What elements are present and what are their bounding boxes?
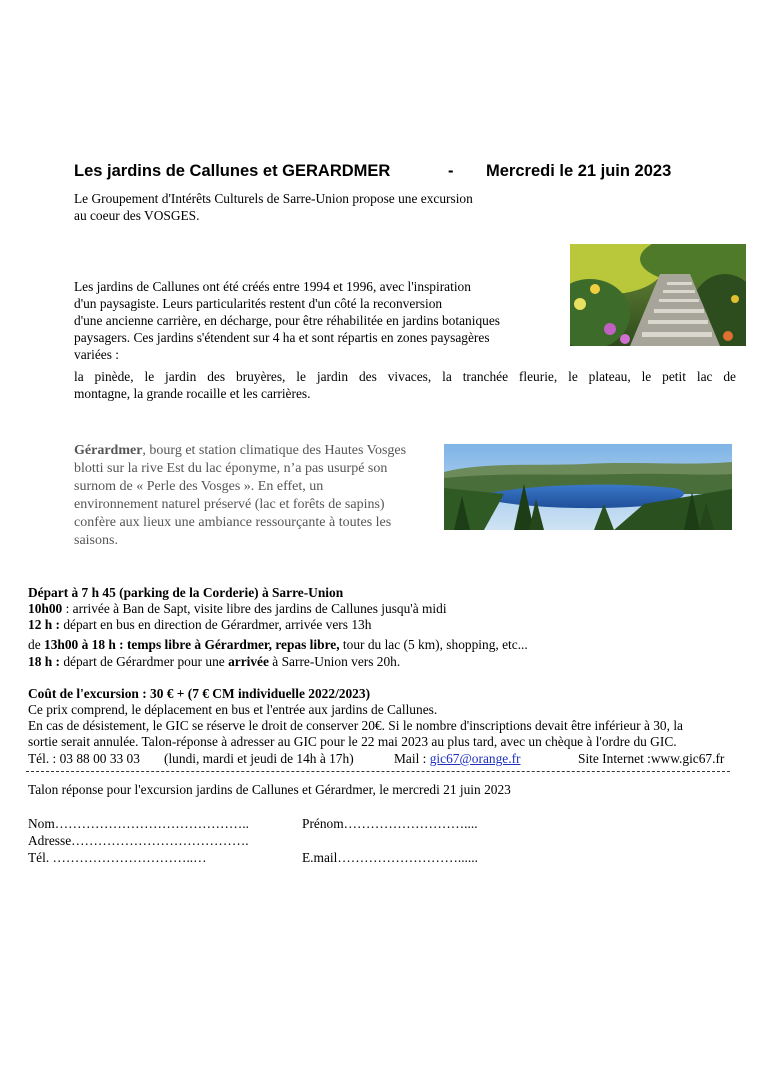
gardens-line-5: variées : bbox=[74, 347, 119, 362]
schedule-departure: Départ à 7 h 45 (parking de la Corderie) à Sarre-Union bbox=[28, 585, 344, 600]
form-title: Talon réponse pour l'excursion jardins de Callunes et Gérardmer, le mercredi 21 juin 2023 bbox=[28, 782, 511, 797]
contact-website: Site Internet :www.gic67.fr bbox=[578, 751, 725, 766]
gerardmer-line-5: confère aux lieux une ambiance ressourçante à toutes les bbox=[74, 515, 392, 530]
title-left: Les jardins de Callunes et GERARDMER bbox=[74, 162, 391, 180]
form-field-nom[interactable]: Nom…………………………………….. bbox=[28, 816, 249, 831]
cost-line-1: Ce prix comprend, le déplacement en bus et l'entrée aux jardins de Callunes. bbox=[28, 702, 438, 717]
schedule-item-1: 10h00 : arrivée à Ban de Sapt, visite libre des jardins de Callunes jusqu'à midi bbox=[28, 601, 447, 616]
gardens-line-2: d'un paysagiste. Leurs particularités restent d'un côté la reconversion bbox=[74, 296, 443, 311]
email-link[interactable]: gic67@orange.fr bbox=[429, 751, 521, 766]
contact-mail: Mail : gic67@orange.fr bbox=[394, 751, 521, 766]
gardens-line-3: d'une ancienne carrière, en décharge, pour être réhabilitée en jardins botaniques bbox=[74, 313, 500, 328]
gerardmer-line-4: environnement naturel préservé (lac et forêts de sapins) bbox=[74, 497, 385, 512]
form-field-prenom[interactable]: Prénom……………………….... bbox=[302, 816, 478, 831]
gardens-line-1: Les jardins de Callunes ont été créés entre 1994 et 1996, avec l'inspiration bbox=[74, 279, 471, 294]
intro-line-2: au coeur des VOSGES. bbox=[74, 208, 200, 223]
gardens-line-4: paysagers. Ces jardins s'étendent sur 4 ha et sont répartis en zones paysagères bbox=[74, 330, 490, 345]
title-date: Mercredi le 21 juin 2023 bbox=[486, 162, 672, 180]
contact-hours: (lundi, mardi et jeudi de 14h à 17h) bbox=[164, 751, 354, 766]
garden-steps-photo bbox=[570, 244, 746, 346]
gerardmer-line-6: saisons. bbox=[74, 533, 118, 548]
title-separator: - bbox=[448, 162, 454, 180]
gerardmer-line-3: surnom de « Perle des Vosges ». En effet, un bbox=[74, 479, 324, 494]
cut-line-divider bbox=[26, 771, 730, 772]
schedule-item-3: de 13h00 à 18 h : temps libre à Gérardmer, repas libre, tour du lac (5 km), shopping, etc... bbox=[28, 637, 528, 652]
form-field-adresse[interactable]: Adresse…………………………………. bbox=[28, 833, 249, 848]
gardens-zones-line-2: montagne, la grande rocaille et les carrières. bbox=[74, 386, 311, 401]
cost-line-3: sortie serait annulée. Talon-réponse à adresser au GIC pour le 22 mai 2023 au plus tard, avec un chèque à l'ordre du GIC. bbox=[28, 734, 677, 749]
schedule-item-4: 18 h : départ de Gérardmer pour une arrivée à Sarre-Union vers 20h. bbox=[28, 654, 401, 669]
gerardmer-line-2: blotti sur la rive Est du lac éponyme, n’a pas usurpé son bbox=[74, 461, 388, 476]
intro-line-1: Le Groupement d'Intérêts Culturels de Sarre-Union propose une excursion bbox=[74, 191, 473, 206]
schedule-item-2: 12 h : départ en bus en direction de Gérardmer, arrivée vers 13h bbox=[28, 617, 372, 632]
cost-line-2: En cas de désistement, le GIC se réserve le droit de conserver 20€. Si le nombre d'inscriptions devait être inférieur à 30, la bbox=[28, 718, 683, 733]
gerardmer-line-1: Gérardmer, bourg et station climatique des Hautes Vosges bbox=[74, 443, 407, 458]
form-field-tel[interactable]: Tél. …………………………..… bbox=[28, 850, 207, 865]
form-field-email[interactable]: E.mail………………………...... bbox=[302, 850, 478, 865]
gerardmer-name: Gérardmer bbox=[74, 443, 143, 458]
lake-panorama-photo bbox=[444, 444, 732, 530]
page-title bbox=[74, 162, 390, 181]
contact-tel: Tél. : 03 88 00 33 03 bbox=[28, 751, 140, 766]
gardens-zones-line-1: la pinède, le jardin des bruyères, le jardin des vivaces, la tranchée fleurie, le plateau, le petit lac de bbox=[74, 369, 736, 384]
cost-title: Coût de l'excursion : 30 € + (7 € CM individuelle 2022/2023) bbox=[28, 686, 371, 701]
